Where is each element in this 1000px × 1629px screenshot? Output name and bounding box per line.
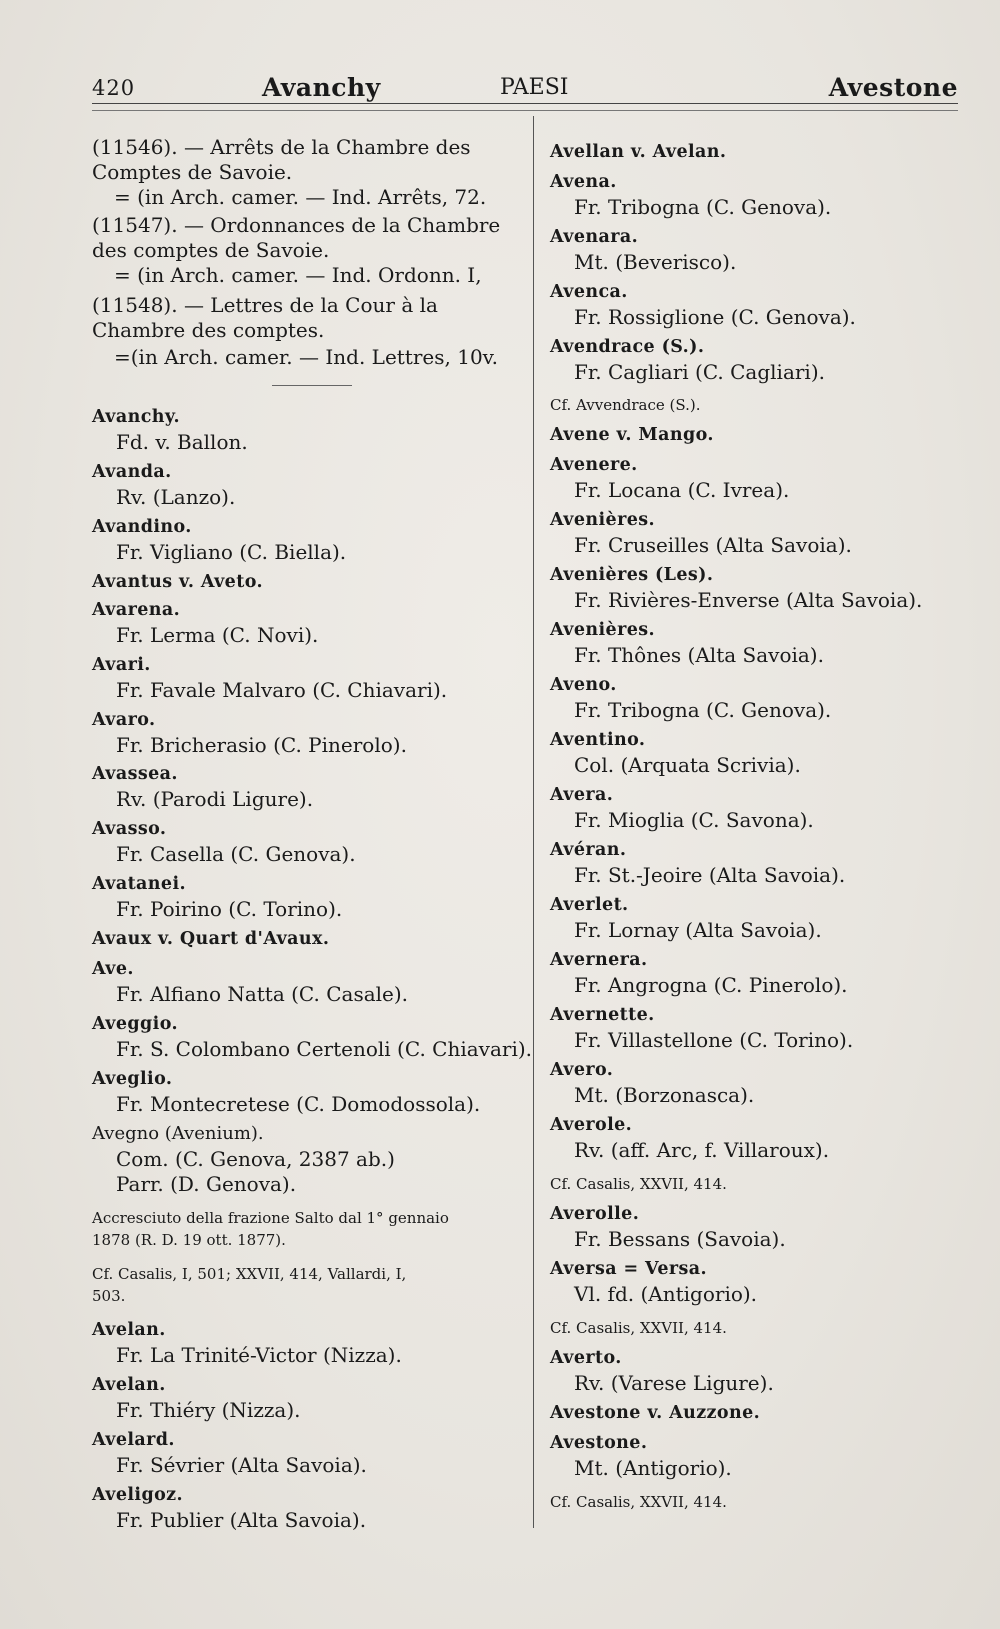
entry-headword: Avenières (Les).	[550, 565, 714, 585]
entry-detail: Fr. Thiéry (Nizza).	[116, 1398, 301, 1422]
entry-headword: Avaro.	[92, 710, 156, 730]
entry-detail: Chambre des comptes.	[92, 318, 325, 342]
entry-detail: Fr. Tribogna (C. Genova).	[574, 698, 832, 722]
entry-headword: Avari.	[92, 655, 151, 675]
entry-headword: Avelan.	[92, 1375, 166, 1395]
entry-headword: Avendrace (S.).	[550, 337, 705, 357]
entry-headword: Avasso.	[92, 819, 167, 839]
entry-detail: Fr. Rivières-Enverse (Alta Savoia).	[574, 588, 923, 612]
entry-headword: Avarena.	[92, 600, 181, 620]
entry-detail: Fr. Tribogna (C. Genova).	[574, 195, 832, 219]
entry-detail: Fr. Publier (Alta Savoia).	[116, 1508, 367, 1532]
header-rule-thick	[92, 103, 958, 104]
entry-headword: Avenières.	[550, 620, 655, 640]
entry-detail: Fr. St.-Jeoire (Alta Savoia).	[574, 863, 846, 887]
entry-headword: Averlet.	[550, 895, 629, 915]
entry-detail: Fr. Angrogna (C. Pinerolo).	[574, 973, 848, 997]
entry-detail: (11547). — Ordonnances de la Chambre	[92, 213, 501, 237]
entry-detail: Fr. La Trinité-Victor (Nizza).	[116, 1343, 402, 1367]
entry-detail: Mt. (Antigorio).	[574, 1456, 732, 1480]
entry-detail: Col. (Arquata Scrivia).	[574, 753, 801, 777]
entry-detail: Fr. Thônes (Alta Savoia).	[574, 643, 824, 667]
header-section-title: PAESI	[500, 75, 569, 100]
entry-detail: Fr. Alfiano Natta (C. Casale).	[116, 982, 409, 1006]
entry-detail: Fr. Mioglia (C. Savona).	[574, 808, 814, 832]
entry-detail: = (in Arch. camer. — Ind. Ordonn. I,	[114, 263, 482, 287]
entry-headword: Averolle.	[550, 1204, 640, 1224]
column-divider	[533, 116, 534, 1528]
page-header	[92, 70, 958, 110]
entry-detail: Fr. Sévrier (Alta Savoia).	[116, 1453, 367, 1477]
entry-headword: Avestone v. Auzzone.	[550, 1403, 761, 1423]
entry-detail: Fr. Casella (C. Genova).	[116, 842, 356, 866]
entry-detail: Rv. (Lanzo).	[116, 485, 236, 509]
entry-detail: Fr. Favale Malvaro (C. Chiavari).	[116, 678, 448, 702]
entry-headword: Avenca.	[550, 282, 628, 302]
entry-note: Accresciuto della frazione Salto dal 1° gennaio	[92, 1209, 449, 1227]
entry-headword: Avelard.	[92, 1430, 175, 1450]
entry-headword: Aveglio.	[92, 1069, 173, 1089]
entry-note: Cf. Casalis, XXVII, 414.	[550, 1175, 727, 1193]
entry-headword: Avatanei.	[92, 874, 186, 894]
entry-detail: Parr. (D. Genova).	[116, 1172, 297, 1196]
entry-headword: Aventino.	[550, 730, 646, 750]
entry-headword: Ave.	[92, 959, 134, 979]
section-separator	[272, 385, 352, 386]
entry-note: Cf. Casalis, XXVII, 414.	[550, 1493, 727, 1511]
entry-detail: Mt. (Beverisco).	[574, 250, 737, 274]
entry-headword: Avenara.	[550, 227, 639, 247]
entry-headword: Avéran.	[550, 840, 627, 860]
entry-detail: Rv. (aff. Arc, f. Villaroux).	[574, 1138, 830, 1162]
header-first-entry: Avanchy	[262, 73, 381, 102]
entry-headword: Averole.	[550, 1115, 633, 1135]
entry-note: 1878 (R. D. 19 ott. 1877).	[92, 1231, 286, 1249]
entry-headword: Avestone.	[550, 1433, 648, 1453]
entry-detail: Avegno (Avenium).	[92, 1123, 264, 1144]
entry-detail: Fr. Cagliari (C. Cagliari).	[574, 360, 825, 384]
entry-detail: Rv. (Parodi Ligure).	[116, 787, 314, 811]
entry-detail: = (in Arch. camer. — Ind. Arrêts, 72.	[114, 185, 487, 209]
entry-headword: Avantus v. Aveto.	[92, 572, 263, 592]
entry-detail: Fr. Rossiglione (C. Genova).	[574, 305, 856, 329]
entry-headword: Avera.	[550, 785, 614, 805]
entry-headword: Aveno.	[550, 675, 617, 695]
entry-headword: Avelan.	[92, 1320, 166, 1340]
entry-headword: Avenere.	[550, 455, 638, 475]
entry-headword: Avassea.	[92, 764, 178, 784]
entry-headword: Avaux v. Quart d'Avaux.	[92, 929, 330, 949]
entry-detail: des comptes de Savoie.	[92, 238, 330, 262]
entry-detail: Fr. Lerma (C. Novi).	[116, 623, 319, 647]
entry-headword: Avenières.	[550, 510, 655, 530]
header-rule-thin	[92, 110, 958, 111]
entry-detail: =(in Arch. camer. — Ind. Lettres, 10v.	[114, 345, 498, 369]
entry-headword: Avena.	[550, 172, 617, 192]
entry-detail: Fr. Bricherasio (C. Pinerolo).	[116, 733, 407, 757]
entry-headword: Avanchy.	[92, 407, 180, 427]
entry-detail: Mt. (Borzonasca).	[574, 1083, 755, 1107]
entry-detail: (11548). — Lettres de la Cour à la	[92, 293, 438, 317]
entry-note: Cf. Casalis, I, 501; XXVII, 414, Vallardi, I,	[92, 1265, 407, 1283]
page-number: 420	[92, 76, 136, 100]
entry-detail: Fr. Bessans (Savoia).	[574, 1227, 786, 1251]
entry-detail: Fr. Locana (C. Ivrea).	[574, 478, 790, 502]
entry-note: Cf. Casalis, XXVII, 414.	[550, 1319, 727, 1337]
entry-detail: Vl. fd. (Antigorio).	[574, 1282, 758, 1306]
entry-headword: Avernera.	[550, 950, 648, 970]
entry-headword: Aveggio.	[92, 1014, 178, 1034]
entry-headword: Aversa = Versa.	[550, 1259, 708, 1279]
entry-headword: Avero.	[550, 1060, 614, 1080]
entry-detail: Fd. v. Ballon.	[116, 430, 248, 454]
entry-detail: Fr. Cruseilles (Alta Savoia).	[574, 533, 852, 557]
entry-headword: Avandino.	[92, 517, 192, 537]
entry-headword: Avernette.	[550, 1005, 655, 1025]
entry-detail: Comptes de Savoie.	[92, 160, 293, 184]
entry-detail: Fr. S. Colombano Certenoli (C. Chiavari).	[116, 1037, 533, 1061]
header-last-entry: Avestone	[828, 73, 958, 102]
entry-detail: Fr. Lornay (Alta Savoia).	[574, 918, 822, 942]
entry-detail: Fr. Poirino (C. Torino).	[116, 897, 343, 921]
entry-headword: Avanda.	[92, 462, 172, 482]
entry-headword: Avellan v. Avelan.	[550, 142, 727, 162]
entry-detail: Fr. Montecretese (C. Domodossola).	[116, 1092, 481, 1116]
entry-note: 503.	[92, 1287, 126, 1305]
entry-detail: Com. (C. Genova, 2387 ab.)	[116, 1147, 395, 1171]
entry-headword: Aveligoz.	[92, 1485, 184, 1505]
entry-detail: Fr. Villastellone (C. Torino).	[574, 1028, 854, 1052]
entry-detail: Rv. (Varese Ligure).	[574, 1371, 774, 1395]
entry-detail: Fr. Vigliano (C. Biella).	[116, 540, 347, 564]
entry-detail: (11546). — Arrêts de la Chambre des	[92, 135, 471, 159]
entry-headword: Avene v. Mango.	[550, 425, 714, 445]
entry-note: Cf. Avvendrace (S.).	[550, 396, 701, 414]
entry-headword: Averto.	[550, 1348, 622, 1368]
